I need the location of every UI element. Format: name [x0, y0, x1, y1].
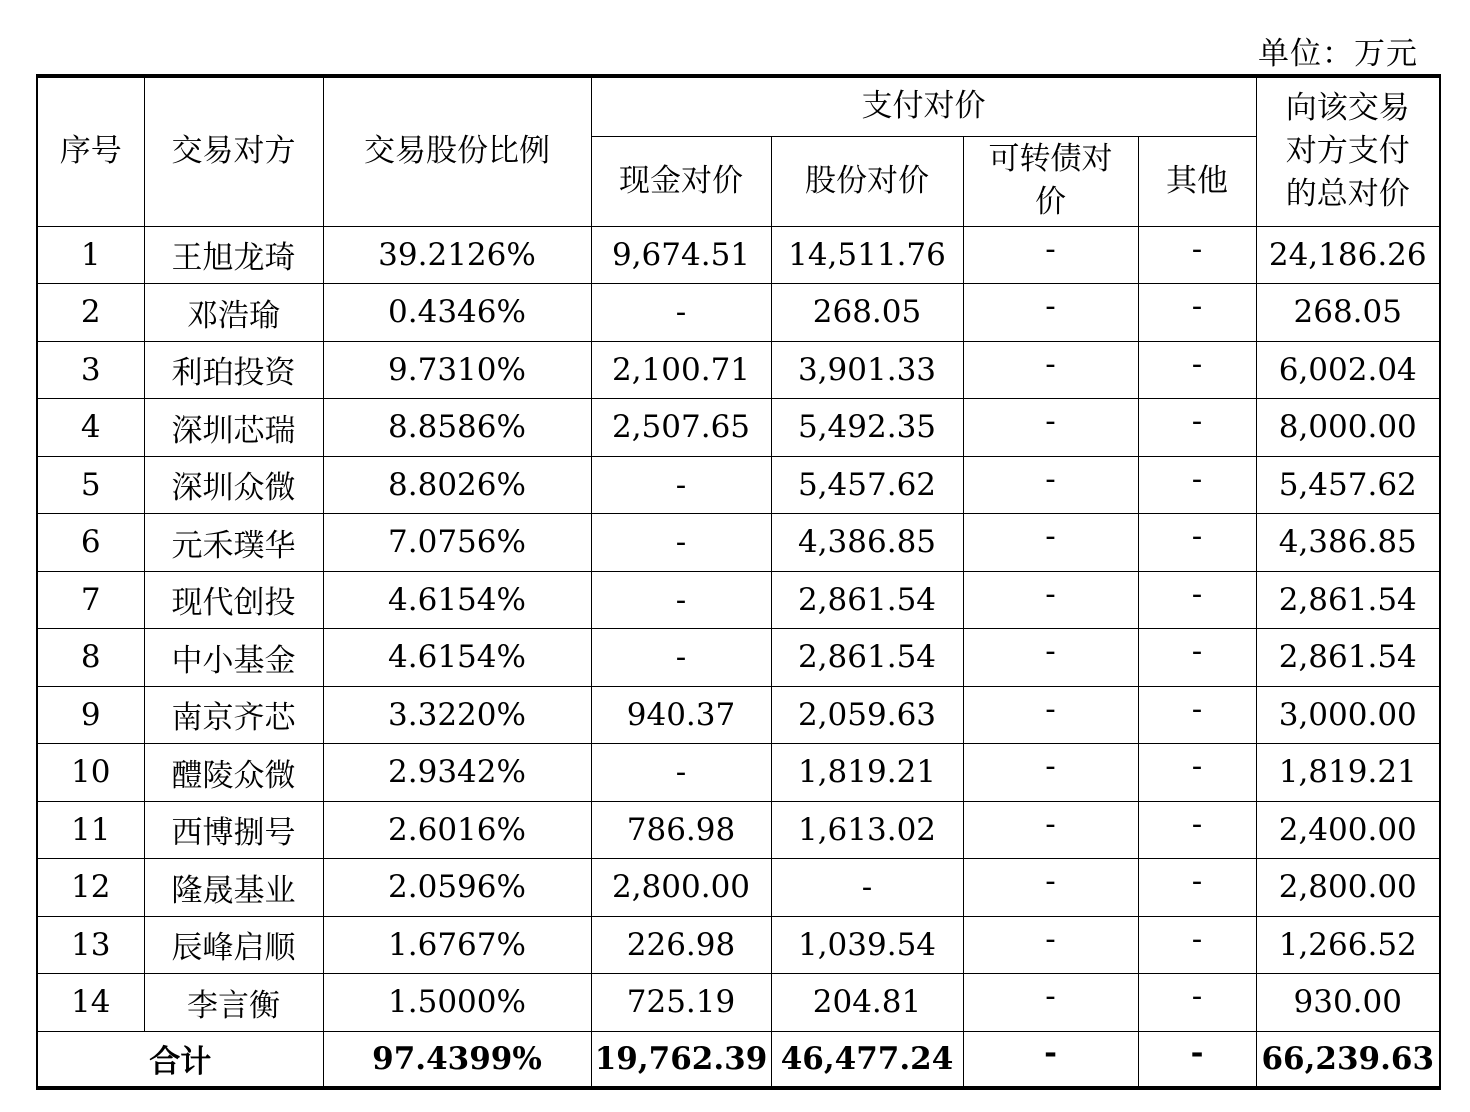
convertible-cell-value: -	[1045, 690, 1056, 727]
cash-cell: -	[591, 514, 771, 572]
convertible-cell-value: -	[1045, 575, 1056, 612]
other-cell	[1138, 226, 1256, 284]
ratio-cell: 0.4346%	[323, 284, 591, 342]
unit-label: 单位：万元	[1258, 36, 1418, 72]
shares-cell: 2,861.54	[771, 629, 963, 687]
other-cell	[1138, 744, 1256, 802]
other-cell-value: -	[1191, 748, 1203, 785]
shares-cell: 1,613.02	[771, 801, 963, 859]
shares-cell: 5,457.62	[771, 456, 963, 514]
consideration-table	[36, 74, 1441, 1090]
ratio-cell: 9.7310%	[323, 341, 591, 399]
table-row	[37, 284, 1440, 342]
table-row	[37, 801, 1440, 859]
total-cell: 2,400.00	[1256, 801, 1440, 859]
table-row	[37, 916, 1440, 974]
ratio-cell: 8.8586%	[323, 399, 591, 457]
other-cell	[1138, 456, 1256, 514]
other-cell	[1138, 974, 1256, 1032]
shares-cell: 5,492.35	[771, 399, 963, 457]
seq-cell: 11	[37, 801, 144, 859]
other-cell	[1138, 514, 1256, 572]
header-other: 其他	[1138, 136, 1256, 226]
total-cell: 24,186.26	[1256, 226, 1440, 284]
totals-other-value: -	[1190, 1034, 1204, 1071]
total-cell: 1,819.21	[1256, 744, 1440, 802]
totals-convertible-value: -	[1044, 1034, 1057, 1071]
shares-cell: 2,861.54	[771, 571, 963, 629]
convertible-cell-value: -	[1045, 403, 1056, 440]
totals-label: 合计	[37, 1031, 323, 1088]
seq-cell: 3	[37, 341, 144, 399]
convertible-cell	[963, 629, 1138, 687]
seq-cell: 12	[37, 859, 144, 917]
ratio-cell: 2.0596%	[323, 859, 591, 917]
totals-other	[1138, 1031, 1256, 1088]
header-total-text: 向该交易对方支付的总对价	[1285, 90, 1410, 213]
table-row	[37, 514, 1440, 572]
other-cell-value: -	[1191, 460, 1203, 497]
shares-cell: 2,059.63	[771, 686, 963, 744]
other-cell	[1138, 399, 1256, 457]
seq-cell: 5	[37, 456, 144, 514]
total-cell: 3,000.00	[1256, 686, 1440, 744]
cash-cell: 2,800.00	[591, 859, 771, 917]
table-row	[37, 341, 1440, 399]
cash-cell: -	[591, 284, 771, 342]
table-row	[37, 744, 1440, 802]
totals-convertible	[963, 1031, 1138, 1088]
other-cell-value: -	[1191, 518, 1203, 555]
totals-shares: 46,477.24	[771, 1031, 963, 1088]
convertible-cell	[963, 744, 1138, 802]
counterparty-cell: 邓浩瑜	[144, 284, 323, 342]
counterparty-cell: 李言衡	[144, 974, 323, 1032]
shares-cell: 268.05	[771, 284, 963, 342]
counterparty-cell: 深圳众微	[144, 456, 323, 514]
total-cell: 2,861.54	[1256, 571, 1440, 629]
shares-cell: 4,386.85	[771, 514, 963, 572]
convertible-cell-value: -	[1045, 230, 1056, 267]
seq-cell: 4	[37, 399, 144, 457]
shares-cell: -	[771, 859, 963, 917]
counterparty-cell: 辰峰启顺	[144, 916, 323, 974]
cash-cell: 786.98	[591, 801, 771, 859]
header-shares: 股份对价	[771, 136, 963, 226]
cash-cell: -	[591, 629, 771, 687]
convertible-cell-value: -	[1045, 288, 1056, 325]
header-total	[1256, 76, 1440, 226]
counterparty-cell: 利珀投资	[144, 341, 323, 399]
cash-cell: 2,507.65	[591, 399, 771, 457]
seq-cell: 9	[37, 686, 144, 744]
shares-cell: 14,511.76	[771, 226, 963, 284]
other-cell	[1138, 859, 1256, 917]
table-body	[37, 226, 1440, 1031]
other-cell-value: -	[1191, 863, 1203, 900]
ratio-cell: 4.6154%	[323, 629, 591, 687]
cash-cell: 226.98	[591, 916, 771, 974]
convertible-cell	[963, 514, 1138, 572]
header-convertible	[963, 136, 1138, 226]
counterparty-cell: 隆晟基业	[144, 859, 323, 917]
other-cell	[1138, 801, 1256, 859]
other-cell-value: -	[1191, 920, 1203, 957]
other-cell	[1138, 686, 1256, 744]
totals-cash: 19,762.39	[591, 1031, 771, 1088]
seq-cell: 14	[37, 974, 144, 1032]
totals-total: 66,239.63	[1256, 1031, 1440, 1088]
table-row	[37, 456, 1440, 514]
other-cell-value: -	[1191, 288, 1203, 325]
convertible-cell	[963, 916, 1138, 974]
seq-cell: 1	[37, 226, 144, 284]
convertible-cell	[963, 399, 1138, 457]
convertible-cell	[963, 284, 1138, 342]
convertible-cell	[963, 974, 1138, 1032]
convertible-cell-value: -	[1045, 805, 1056, 842]
ratio-cell: 2.9342%	[323, 744, 591, 802]
other-cell	[1138, 341, 1256, 399]
total-cell: 2,861.54	[1256, 629, 1440, 687]
other-cell	[1138, 571, 1256, 629]
counterparty-cell: 深圳芯瑞	[144, 399, 323, 457]
cash-cell: 9,674.51	[591, 226, 771, 284]
counterparty-cell: 西博捌号	[144, 801, 323, 859]
counterparty-cell: 中小基金	[144, 629, 323, 687]
convertible-cell-value: -	[1045, 978, 1056, 1015]
counterparty-cell: 南京齐芯	[144, 686, 323, 744]
table-row	[37, 226, 1440, 284]
header-counterparty: 交易对方	[144, 76, 323, 226]
total-cell: 4,386.85	[1256, 514, 1440, 572]
table-row	[37, 686, 1440, 744]
convertible-cell-value: -	[1045, 863, 1056, 900]
seq-cell: 2	[37, 284, 144, 342]
cash-cell: -	[591, 571, 771, 629]
convertible-cell	[963, 686, 1138, 744]
convertible-cell	[963, 859, 1138, 917]
header-share-ratio: 交易股份比例	[323, 76, 591, 226]
convertible-cell-value: -	[1045, 518, 1056, 555]
header-cash: 现金对价	[591, 136, 771, 226]
other-cell-value: -	[1191, 805, 1203, 842]
counterparty-cell: 王旭龙琦	[144, 226, 323, 284]
counterparty-cell: 醴陵众微	[144, 744, 323, 802]
ratio-cell: 39.2126%	[323, 226, 591, 284]
convertible-cell	[963, 801, 1138, 859]
total-cell: 8,000.00	[1256, 399, 1440, 457]
convertible-cell	[963, 226, 1138, 284]
ratio-cell: 1.5000%	[323, 974, 591, 1032]
other-cell-value: -	[1191, 633, 1203, 670]
convertible-cell-value: -	[1045, 345, 1056, 382]
other-cell	[1138, 629, 1256, 687]
shares-cell: 204.81	[771, 974, 963, 1032]
total-cell: 1,266.52	[1256, 916, 1440, 974]
seq-cell: 8	[37, 629, 144, 687]
ratio-cell: 1.6767%	[323, 916, 591, 974]
cash-cell: 940.37	[591, 686, 771, 744]
cash-cell: -	[591, 744, 771, 802]
convertible-cell	[963, 571, 1138, 629]
total-cell: 5,457.62	[1256, 456, 1440, 514]
ratio-cell: 7.0756%	[323, 514, 591, 572]
shares-cell: 1,039.54	[771, 916, 963, 974]
total-cell: 268.05	[1256, 284, 1440, 342]
ratio-cell: 4.6154%	[323, 571, 591, 629]
cash-cell: 2,100.71	[591, 341, 771, 399]
other-cell	[1138, 284, 1256, 342]
table-row	[37, 974, 1440, 1032]
header-seq: 序号	[37, 76, 144, 226]
table-row	[37, 571, 1440, 629]
seq-cell: 7	[37, 571, 144, 629]
other-cell-value: -	[1191, 690, 1203, 727]
cash-cell: 725.19	[591, 974, 771, 1032]
shares-cell: 3,901.33	[771, 341, 963, 399]
total-cell: 930.00	[1256, 974, 1440, 1032]
counterparty-cell: 现代创投	[144, 571, 323, 629]
total-cell: 2,800.00	[1256, 859, 1440, 917]
table-row	[37, 629, 1440, 687]
total-cell: 6,002.04	[1256, 341, 1440, 399]
shares-cell: 1,819.21	[771, 744, 963, 802]
ratio-cell: 2.6016%	[323, 801, 591, 859]
other-cell-value: -	[1191, 230, 1203, 267]
table-row	[37, 859, 1440, 917]
other-cell	[1138, 916, 1256, 974]
other-cell-value: -	[1191, 345, 1203, 382]
totals-row	[37, 1031, 1440, 1088]
convertible-cell-value: -	[1045, 920, 1056, 957]
table-row	[37, 399, 1440, 457]
cash-cell: -	[591, 456, 771, 514]
convertible-cell	[963, 341, 1138, 399]
ratio-cell: 8.8026%	[323, 456, 591, 514]
counterparty-cell: 元禾璞华	[144, 514, 323, 572]
seq-cell: 10	[37, 744, 144, 802]
seq-cell: 13	[37, 916, 144, 974]
totals-ratio: 97.4399%	[323, 1031, 591, 1088]
other-cell-value: -	[1191, 978, 1203, 1015]
seq-cell: 6	[37, 514, 144, 572]
convertible-cell	[963, 456, 1138, 514]
other-cell-value: -	[1191, 575, 1203, 612]
convertible-cell-value: -	[1045, 633, 1056, 670]
other-cell-value: -	[1191, 403, 1203, 440]
header-convertible-text: 可转债对价	[988, 141, 1113, 220]
header-payment-group: 支付对价	[591, 76, 1256, 136]
convertible-cell-value: -	[1045, 460, 1056, 497]
convertible-cell-value: -	[1045, 748, 1056, 785]
ratio-cell: 3.3220%	[323, 686, 591, 744]
